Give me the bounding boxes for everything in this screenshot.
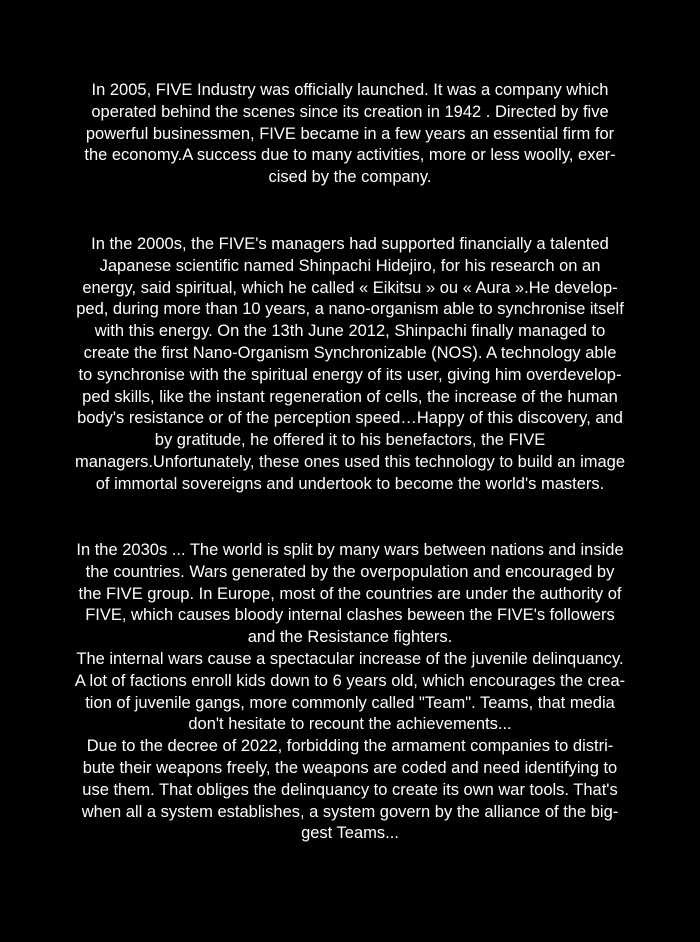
paragraph-2030s-wars — [46, 540, 654, 845]
paragraph-five-industry — [46, 80, 654, 189]
text-line: the economy.A success due to many activities, more or less woolly, exer- — [84, 146, 616, 165]
text-line: managers.Unfortunately, these ones used this technology to build an image — [74, 452, 626, 471]
text-line: don't hesitate to recount the achievements... — [188, 715, 512, 734]
text-line: A lot of factions enroll kids down to 6 years old, which encourages the crea- — [74, 671, 626, 690]
paragraph-nos-origin — [46, 234, 654, 496]
text-line: bute their weapons freely, the weapons are coded and need identifying to — [82, 758, 618, 777]
text-line: when all a system establishes, a system govern by the alliance of the big- — [81, 802, 619, 821]
text-line: of immortal sovereigns and undertook to become the world's masters. — [95, 474, 605, 493]
text-line: ped skills, like the instant regeneration of cells, the increase of the human — [82, 387, 618, 406]
text-line: In 2005, FIVE Industry was officially launched. It was a company which — [91, 81, 609, 99]
text-line: Due to the decree of 2022, forbidding the armament companies to distri- — [86, 737, 614, 756]
text-line: by gratitude, he offered it to his benefactors, the FIVE — [154, 431, 546, 450]
text-line: ped, during more than 10 years, a nano-organism able to synchronise itself — [76, 300, 624, 319]
text-line: body's resistance or of the perception speed…Happy of this discovery, and — [77, 409, 623, 428]
text-line: the countries. Wars generated by the overpopulation and encouraged by — [85, 562, 615, 581]
text-line: and the Resistance fighters. — [247, 628, 453, 647]
text-line: energy, said spiritual, which he called « Eikitsu » ou « Aura ».He develop- — [82, 278, 618, 297]
text-line: In the 2030s ... The world is split by many wars between nations and inside — [76, 541, 624, 559]
text-line: tion of juvenile gangs, more commonly called "Team". Teams, that media — [85, 693, 615, 712]
text-line: powerful businessmen, FIVE became in a few years an essential firm for — [85, 124, 615, 143]
text-line: to synchronise with the spiritual energy of its user, giving him overdevelop- — [78, 365, 622, 384]
text-line: create the first Nano-Organism Synchronizable (NOS). A technology able — [83, 343, 617, 362]
text-line: In the 2000s, the FIVE's managers had supported financially a talented — [91, 235, 609, 253]
text-line: The internal wars cause a spectacular increase of the juvenile delinquancy. — [76, 649, 624, 668]
text-line: cised by the company. — [268, 168, 432, 187]
text-line: use them. That obliges the delinquancy to create its own war tools. That's — [82, 780, 618, 799]
text-line: with this energy. On the 13th June 2012, Shinpachi finally managed to — [94, 322, 606, 341]
text-line: gest Teams... — [301, 824, 399, 843]
text-line: Japanese scientific named Shinpachi Hidejiro, for his research on an — [99, 256, 601, 275]
text-line: FIVE, which causes bloody internal clashes beween the FIVE's followers — [85, 606, 615, 625]
text-line: the FIVE group. In Europe, most of the countries are under the authority of — [78, 584, 622, 603]
text-line: operated behind the scenes since its creation in 1942 . Directed by five — [91, 102, 609, 121]
